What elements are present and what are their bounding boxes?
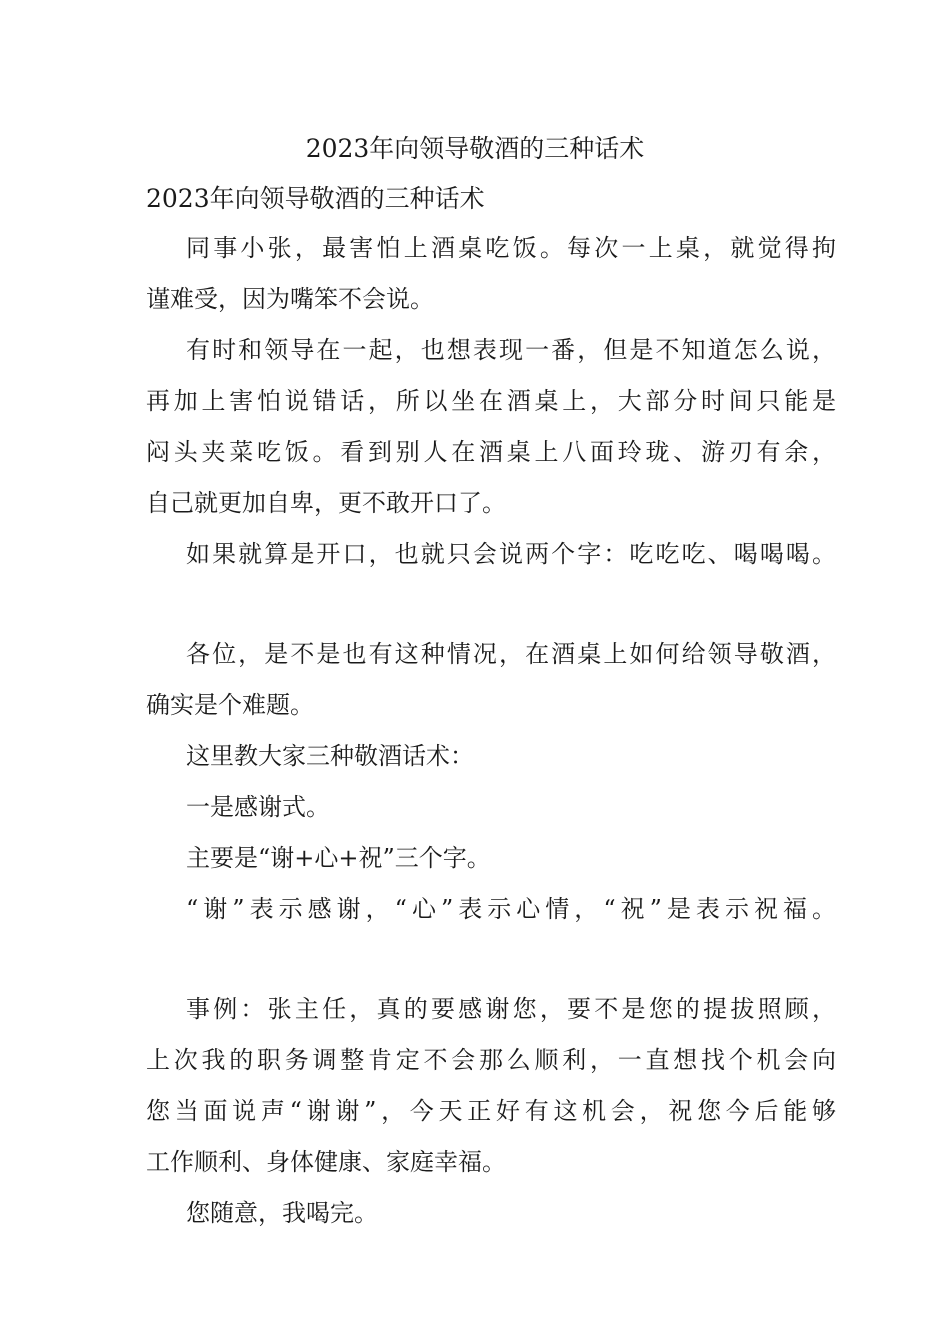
paragraph-line: 再加上害怕说错话，所以坐在酒桌上，大部分时间只能是: [146, 387, 836, 415]
document-body: [146, 230, 836, 1246]
paragraph-line: 事例：张主任，真的要感谢您，要不是您的提拔照顾，: [186, 995, 836, 1023]
paragraph-spacer: [146, 942, 836, 991]
paragraph-line: “谢”表示感谢，“心”表示心情，“祝”是表示祝福。: [186, 895, 836, 923]
document-subtitle: 2023年向领导敬酒的三种话术: [146, 184, 485, 213]
paragraph-line: 主要是“谢+心+祝”三个字。: [186, 844, 491, 872]
page-title: 2023年向领导敬酒的三种话术: [305, 134, 645, 163]
paragraph-line: 有时和领导在一起，也想表现一番，但是不知道怎么说，: [186, 336, 836, 364]
paragraph-line: 一是感谢式。: [186, 793, 330, 821]
paragraph-line: 您随意，我喝完。: [186, 1199, 378, 1227]
paragraph-spacer: [146, 587, 836, 636]
paragraph-line: 闷头夹菜吃饭。看到别人在酒桌上八面玲珑、游刃有余，: [146, 438, 836, 466]
paragraph-line: 自己就更加自卑，更不敢开口了。: [146, 489, 506, 517]
paragraph-line: 确实是个难题。: [146, 691, 314, 719]
paragraph-line: 您当面说声“谢谢”，今天正好有这机会，祝您今后能够: [146, 1097, 836, 1125]
paragraph-line: 谨难受，因为嘴笨不会说。: [146, 285, 434, 313]
paragraph-line: 上次我的职务调整肯定不会那么顺利，一直想找个机会向: [146, 1046, 836, 1074]
paragraph-line: 这里教大家三种敬酒话术：: [186, 742, 474, 770]
paragraph-line: 各位，是不是也有这种情况，在酒桌上如何给领导敬酒，: [186, 640, 836, 668]
paragraph-line: 同事小张，最害怕上酒桌吃饭。每次一上桌，就觉得拘: [186, 234, 836, 262]
paragraph-line: 如果就算是开口，也就只会说两个字：吃吃吃、喝喝喝。: [186, 540, 836, 568]
paragraph-line: 工作顺利、身体健康、家庭幸福。: [146, 1148, 506, 1176]
